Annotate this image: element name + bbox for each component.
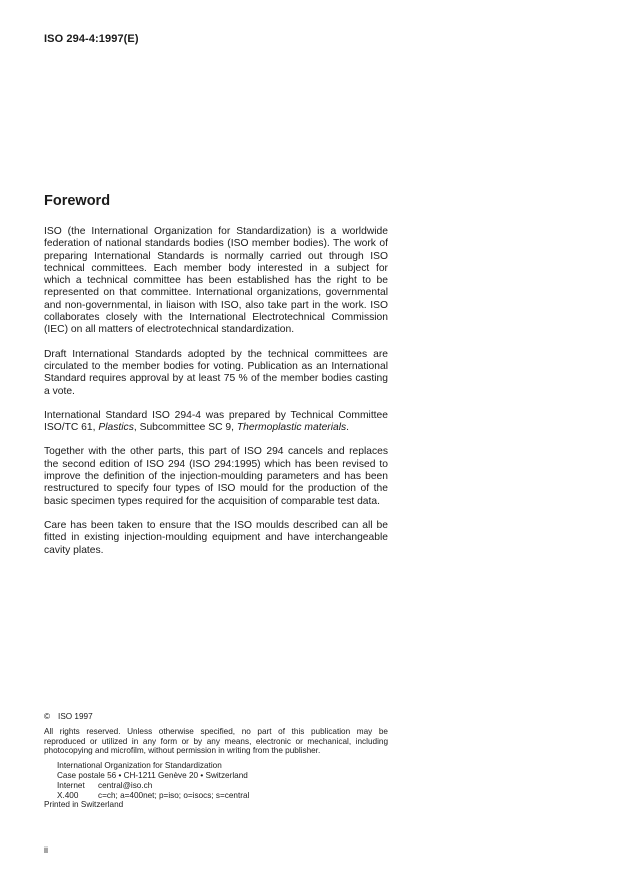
text-line: Care has been taken to ensure that the ISO moulds described can all be	[44, 519, 388, 531]
publisher-address	[44, 761, 388, 800]
page-number: ii	[44, 845, 48, 855]
text-line: basic specimen types required for the acquisition of comparable test data.	[44, 495, 380, 507]
text-line: ISO (the International Organization for Standardization) is a worldwide	[44, 226, 388, 237]
text-line: restructured to specify four types of ISO mould for the production of the	[44, 483, 388, 495]
x400-label: X.400	[57, 790, 79, 800]
internet-row	[57, 781, 388, 791]
text-line: cavity plates.	[44, 544, 104, 556]
organization-name: International Organization for Standardization	[57, 761, 222, 771]
copyright-block	[44, 712, 388, 810]
text-line: International Standard ISO 294-4 was prepared by Technical Committee	[44, 409, 388, 421]
subcommittee-name: Thermoplastic materials	[236, 422, 347, 434]
copyright-symbol: ©	[44, 712, 51, 721]
printed-in: Printed in Switzerland	[44, 800, 124, 810]
text-line: technical committees. Each member body interested in a subject for	[44, 262, 388, 274]
text-line: Together with the other parts, this part of ISO 294 cancels and replaces	[44, 446, 388, 458]
x400-address: c=ch; a=400net; p=iso; o=isocs; s=central	[98, 790, 250, 800]
paragraph-draft-standards	[44, 349, 388, 398]
x400-row	[57, 791, 388, 801]
paragraph-care	[44, 520, 388, 557]
page-title: Foreword	[44, 193, 111, 209]
text-line: Draft International Standards adopted by the technical committees are	[44, 348, 388, 360]
text-line: federation of national standards bodies (ISO member bodies). The work of	[44, 238, 388, 250]
text-line: collaborates closely with the International Electrotechnical Commission	[44, 312, 388, 324]
text-line: preparing International Standards is normally carried out through ISO	[44, 250, 388, 262]
period: .	[346, 422, 350, 434]
text-line: and non-governmental, in liaison with ISO, also take part in the work. ISO	[44, 299, 388, 311]
text-line: represented on that committee. International organizations, governmental	[44, 287, 388, 299]
text-line: which a technical committee has been established has the right to be	[44, 275, 388, 287]
rights-statement	[44, 727, 388, 756]
text-line: circulated to the member bodies for voting. Publication as an International	[44, 360, 388, 372]
paragraph-iso-description	[44, 226, 388, 337]
text-line: fitted in existing injection-moulding equipment and have interchangeable	[44, 532, 388, 544]
text-line: Standard requires approval by at least 75 % of the member bodies casting	[44, 373, 388, 385]
committee-text: ISO/TC 61,	[44, 422, 99, 434]
subcommittee-text: , Subcommittee SC 9,	[133, 422, 237, 434]
text-line: (IEC) on all matters of electrotechnical standardization.	[44, 324, 295, 336]
committee-name: Plastics	[98, 422, 134, 434]
text-line: photocopying and microfilm, without permission in writing from the publisher.	[44, 746, 321, 756]
postal-address: Case postale 56 • CH-1211 Genève 20 • Switzerland	[57, 770, 248, 780]
paragraph-prepared-by	[44, 410, 388, 435]
text-line: the second edition of ISO 294 (ISO 294:1995) which has been revised to	[44, 458, 388, 470]
text-line	[44, 422, 388, 434]
copyright-year: ISO 1997	[58, 712, 93, 721]
paragraph-revision	[44, 446, 388, 507]
text-line: All rights reserved. Unless otherwise specified, no part of this publication may be	[44, 726, 388, 736]
text-line: improve the definition of the injection-moulding parameters and has been	[44, 471, 388, 483]
foreword-body	[44, 226, 388, 569]
document-id-header: ISO 294-4:1997(E)	[44, 33, 139, 45]
internet-label: Internet	[57, 780, 85, 790]
internet-email: central@iso.ch	[98, 780, 153, 790]
copyright-line	[44, 712, 388, 722]
text-line: a vote.	[44, 385, 75, 397]
text-line: reproduced or utilized in any form or by any means, electronic or mechanical, including	[44, 736, 388, 746]
